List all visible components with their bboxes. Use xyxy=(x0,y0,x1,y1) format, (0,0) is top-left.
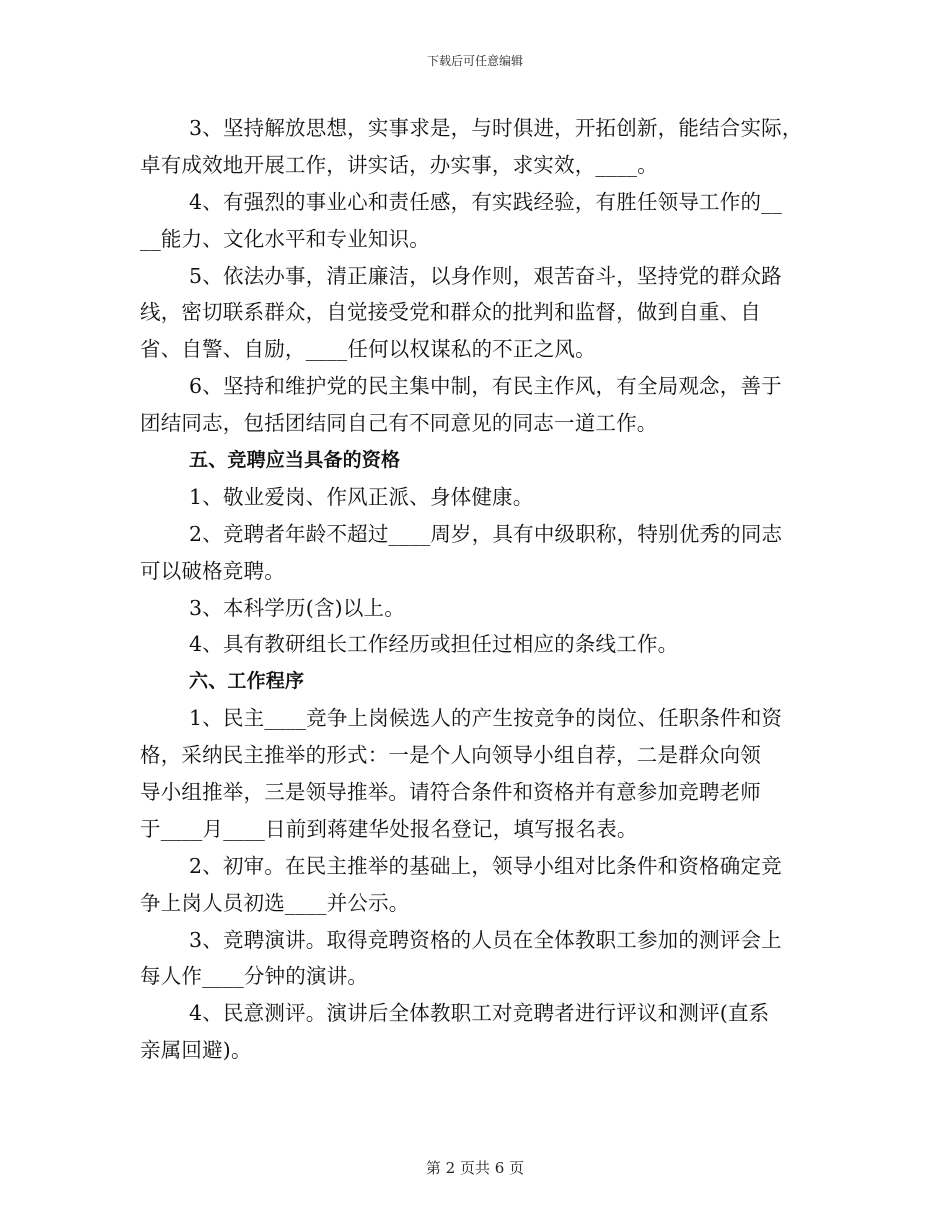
section-heading: 六、工作程序 xyxy=(189,670,305,693)
paragraph-line: 可以破格竞聘。 xyxy=(140,558,285,583)
paragraph-line: __能力、文化水平和专业知识。 xyxy=(140,226,430,251)
paragraph-line: 线，密切联系群众，自觉接受党和群众的批判和监督，做到自重、自 xyxy=(140,300,761,325)
paragraph-line: 2、初审。在民主推举的基础上，领导小组对比条件和资格确定竞 xyxy=(189,853,782,878)
paragraph-line: 1、敬业爱岗、作风正派、身体健康。 xyxy=(189,484,534,509)
paragraph-line: 1、民主____竞争上岗候选人的产生按竞争的岗位、任职条件和资 xyxy=(189,706,783,731)
paragraph-line: 省、自警、自励，____任何以权谋私的不正之风。 xyxy=(140,337,596,362)
page-header: 下载后可任意编辑 xyxy=(426,54,523,68)
paragraph-line: 于____月____日前到蒋建华处报名登记，填写报名表。 xyxy=(140,816,638,841)
paragraph-line: 2、竞聘者年龄不超过____周岁，具有中级职称，特别优秀的同志 xyxy=(189,521,783,546)
paragraph-line: 每人作____分钟的演讲。 xyxy=(140,964,369,989)
paragraph-line: 6、坚持和维护党的民主集中制，有民主作风，有全局观念，善于 xyxy=(189,374,782,399)
paragraph-line: 团结同志，包括团结同自己有不同意见的同志一道工作。 xyxy=(140,411,658,436)
paragraph-line: 3、本科学历(含)以上。 xyxy=(189,595,405,620)
paragraph-line: 3、坚持解放思想，实事求是，与时俱进，开拓创新，能结合实际， xyxy=(189,116,803,140)
paragraph-line: 导小组推举，三是领导推举。请符合条件和资格并有意参加竞聘老师 xyxy=(140,780,761,805)
paragraph-line: 争上岗人员初选____并公示。 xyxy=(140,890,410,915)
paragraph-line: 卓有成效地开展工作，讲实话，办实事，求实效，____。 xyxy=(140,152,658,177)
paragraph-line: 4、民意测评。演讲后全体教职工对竞聘者进行评议和测评(直系 xyxy=(189,1001,770,1026)
paragraph-line: 5、依法办事，清正廉洁，以身作则，艰苦奋斗，坚持党的群众路 xyxy=(189,263,782,288)
paragraph-line: 格，采纳民主推举的形式：一是个人向领导小组自荐，二是群众向领 xyxy=(140,743,761,768)
section-heading: 五、竞聘应当具备的资格 xyxy=(189,449,401,472)
page-footer: 第 2 页共 6 页 xyxy=(425,1159,525,1177)
paragraph-line: 亲属回避)。 xyxy=(140,1038,252,1063)
document-body xyxy=(140,110,810,1069)
paragraph-line: 3、竞聘演讲。取得竞聘资格的人员在全体教职工参加的测评会上 xyxy=(189,927,782,952)
paragraph-line: 4、具有教研组长工作经历或担任过相应的条线工作。 xyxy=(189,632,679,657)
paragraph-line: 4、有强烈的事业心和责任感，有实践经验，有胜任领导工作的__ xyxy=(189,189,783,214)
